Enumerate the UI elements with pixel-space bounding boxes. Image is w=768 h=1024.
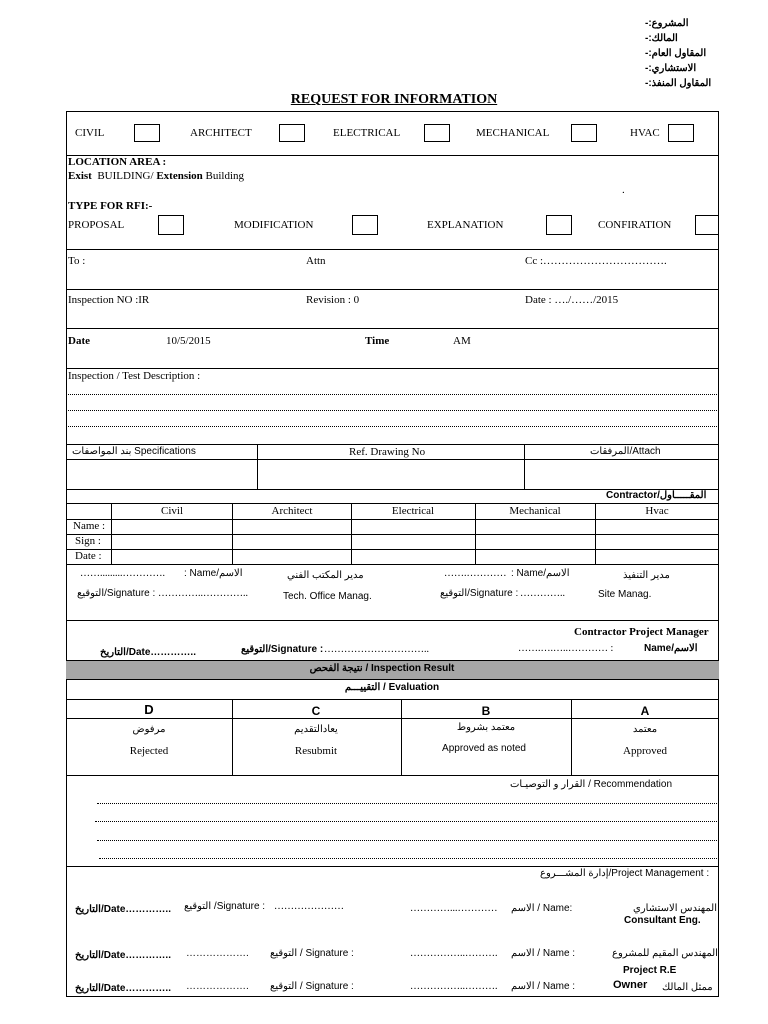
project-re-signature-dots[interactable]: ………………. (186, 948, 249, 959)
description-line-2[interactable] (66, 410, 719, 411)
recommendation-line-4[interactable] (99, 858, 717, 859)
grade-a-en: Approved (623, 745, 667, 757)
office-name-label: : Name/الاسم (184, 568, 243, 579)
ref-drawing-header: Ref. Drawing No (349, 446, 426, 458)
contractor-col-architect: Architect (271, 505, 313, 517)
inspection-result-label: نتيجة الفحص / Inspection Result (309, 663, 455, 674)
discipline-civil-checkbox[interactable] (134, 124, 160, 142)
owner-role-en: Owner (613, 979, 648, 991)
recommendation-label: القرار و التوصيـات / Recommendation (510, 779, 673, 790)
project-re-date[interactable]: التاريخ/Date………….. (75, 950, 171, 961)
location-dot: . (622, 184, 625, 196)
site-manager-en: Site Manag. (598, 589, 652, 600)
owner-name-dots[interactable]: ……………..………. (410, 981, 498, 992)
grade-a-letter: A (640, 704, 650, 718)
inspection-no[interactable]: Inspection NO :IR (68, 294, 150, 306)
time-value[interactable]: AM (453, 335, 471, 347)
contractor-col-electrical: Electrical (391, 505, 435, 517)
owner-date[interactable]: التاريخ/Date………….. (75, 983, 171, 994)
header-owner: المالك:- (645, 33, 678, 44)
to-label: To : (68, 255, 86, 267)
site-manager-ar: مدير التنفيذ (623, 570, 670, 581)
recommendation-line-1[interactable] (97, 803, 717, 804)
project-re-signature-label: التوقيع / Signature : (270, 948, 354, 959)
grade-b-letter: B (481, 704, 491, 718)
discipline-mechanical-label: MECHANICAL (476, 127, 550, 139)
contractor-label: المقـــــاول/Contractor (606, 490, 707, 501)
contractor-row-date: Date : (75, 550, 102, 562)
page-title: REQUEST FOR INFORMATION (290, 92, 498, 107)
site-signature-label: التوقيع/Signature : (440, 588, 519, 599)
specifications-header: بند المواصفات Specifications (72, 446, 196, 457)
consultant-name-dots[interactable]: …………...………… (410, 903, 498, 914)
discipline-architect-checkbox[interactable] (279, 124, 305, 142)
owner-name-label: الاسم / Name : (511, 981, 576, 992)
rfi-confirmation-label: CONFIRATION (598, 219, 672, 231)
header-consultant: الاستشاري:- (645, 63, 697, 74)
attach-header: المرفقات/Attach (590, 446, 661, 457)
discipline-electrical-label: ELECTRICAL (333, 127, 401, 139)
cpm-date-label[interactable]: التاريخ/Date………….. (100, 647, 196, 658)
project-re-name-label: الاسم / Name : (511, 948, 576, 959)
cpm-signature-dots[interactable]: ………………………….. (324, 644, 429, 655)
grade-d-ar: مرفوض (132, 724, 166, 735)
owner-signature-dots[interactable]: ………………. (186, 981, 249, 992)
rfi-modification-checkbox[interactable] (352, 215, 378, 235)
discipline-electrical-checkbox[interactable] (424, 124, 450, 142)
recommendation-line-2[interactable] (95, 821, 717, 822)
rfi-modification-label: MODIFICATION (234, 219, 314, 231)
site-signature-dots[interactable]: ………….. (520, 588, 565, 599)
attn-label: Attn (306, 255, 326, 267)
consultant-date[interactable]: التاريخ/Date………….. (75, 904, 171, 915)
project-re-name-dots[interactable]: ……………..………. (410, 948, 498, 959)
grade-b-en: Approved as noted (442, 743, 526, 754)
cc-field[interactable]: Cc :……………………………. (525, 255, 667, 267)
consultant-name-label: الاسم / Name: (511, 903, 573, 914)
rfi-confirmation-checkbox[interactable] (695, 215, 719, 235)
evaluation-label: التقييـــم / Evaluation (344, 682, 440, 693)
description-line-3[interactable] (66, 426, 719, 427)
rfi-type-label: TYPE FOR RFI:- (68, 200, 153, 212)
cpm-name-dots[interactable]: …….….…..………… : (518, 643, 614, 654)
discipline-hvac-checkbox[interactable] (668, 124, 694, 142)
header-general-contractor: المقاول العام:- (645, 48, 707, 59)
grade-b-ar: معتمد بشروط (456, 722, 516, 733)
cpm-name-label: Name/الاسم (644, 643, 698, 654)
inspection-date[interactable]: Date : …./……/2015 (525, 294, 619, 306)
contractor-row-name: Name : (73, 520, 106, 532)
rfi-proposal-label: PROPOSAL (68, 219, 125, 231)
discipline-architect-label: ARCHITECT (190, 127, 252, 139)
project-re-role-en: Project R.E (623, 965, 677, 976)
revision[interactable]: Revision : 0 (306, 294, 360, 306)
header-project: المشروع:- (645, 18, 689, 29)
date-label: Date (68, 335, 90, 347)
project-management-label: إدارة المشـــروع/Project Management : (540, 868, 710, 879)
recommendation-line-3[interactable] (97, 840, 717, 841)
owner-role-ar: ممثل المالك (662, 982, 713, 993)
header-executing-contractor: المقاول المنفذ:- (645, 78, 712, 89)
rfi-explanation-checkbox[interactable] (546, 215, 572, 235)
project-re-role-ar: المهندس المقيم للمشروع (612, 948, 718, 959)
location-label: LOCATION AREA : (68, 156, 167, 168)
office-signature-label: التوقيع/Signature : (77, 588, 156, 599)
discipline-hvac-label: HVAC (630, 127, 660, 139)
consultant-signature-dots[interactable]: ………………… (274, 901, 344, 912)
office-manager-ar: مدير المكتب الفني (287, 570, 364, 581)
site-name-dots[interactable]: …….………… (444, 568, 507, 579)
cpm-signature-label: التوقيع/Signature : (241, 644, 324, 655)
site-name-label: : Name/الاسم (511, 568, 570, 579)
discipline-mechanical-checkbox[interactable] (571, 124, 597, 142)
contractor-row-sign: Sign : (75, 535, 101, 547)
grade-c-ar: يعادالتقديم (294, 724, 338, 735)
location-building: Exist BUILDING/ Extension Building (68, 170, 245, 182)
description-label: Inspection / Test Description : (68, 370, 201, 382)
description-line-1[interactable] (66, 394, 719, 395)
consultant-role-ar: المهندس الاستشاري (633, 903, 717, 914)
consultant-role-en: Consultant Eng. (624, 915, 701, 926)
date-value[interactable]: 10/5/2015 (166, 335, 211, 347)
owner-signature-label: التوقيع / Signature : (270, 981, 354, 992)
consultant-signature-label: التوقيع /Signature : (184, 901, 266, 912)
discipline-civil-label: CIVIL (75, 127, 105, 139)
rfi-explanation-label: EXPLANATION (427, 219, 504, 231)
cpm-title: Contractor Project Manager (574, 626, 709, 638)
grade-c-en: Resubmit (294, 745, 338, 757)
grade-c-letter: C (311, 704, 321, 718)
grade-d-en: Rejected (129, 745, 169, 757)
office-signature-dots[interactable]: …………..………….. (158, 588, 248, 599)
time-label: Time (365, 335, 390, 347)
office-manager-en: Tech. Office Manag. (283, 591, 372, 602)
form-frame (66, 111, 719, 997)
office-name-dots[interactable]: …….........…………. (80, 568, 165, 579)
grade-d-letter: D (144, 702, 154, 717)
rfi-proposal-checkbox[interactable] (158, 215, 184, 235)
contractor-col-mechanical: Mechanical (509, 505, 561, 517)
contractor-col-civil: Civil (160, 505, 184, 517)
grade-a-ar: معتمد (632, 724, 658, 735)
contractor-col-hvac: Hvac (645, 505, 669, 517)
